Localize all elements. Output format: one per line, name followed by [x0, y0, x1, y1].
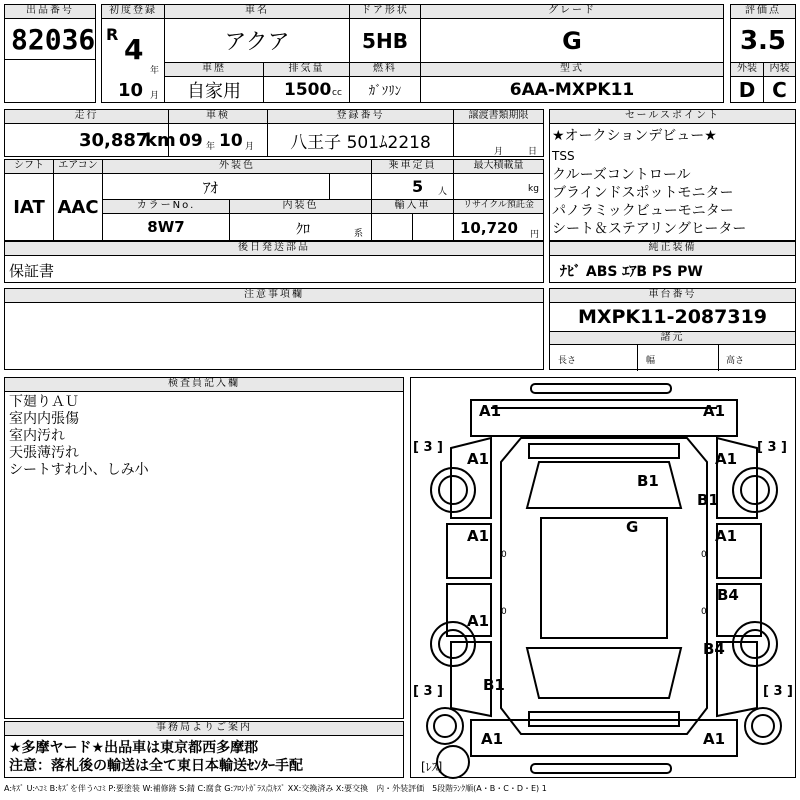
inspection-label: 車検 — [168, 109, 268, 124]
ext-color-label: 外装色 — [102, 159, 372, 174]
score-label: 評価点 — [730, 4, 796, 19]
displacement-box — [263, 76, 350, 103]
shift-label: シフト — [4, 159, 54, 174]
car-name-label: 車名 — [164, 4, 350, 19]
zero-3: 0 — [701, 607, 707, 617]
recycle-value: 10,720 — [460, 219, 518, 237]
displacement-value: 1500 — [284, 80, 332, 100]
inspector-line-4: シートすれ小、しみ小 — [9, 462, 149, 478]
fuel-value: ｶﾞｿﾘﾝ — [349, 76, 421, 103]
lot-label: 出品番号 — [4, 4, 96, 19]
mark-roof: G — [626, 518, 639, 536]
registration-label: 登録番号 — [267, 109, 454, 124]
transfer-month-unit: 月 — [494, 147, 504, 157]
mileage-value: 30,887 — [79, 130, 149, 151]
grade-value: G — [420, 18, 724, 63]
mark-door-rr: B4 — [717, 586, 739, 604]
chassis-label: 車台番号 — [549, 288, 796, 303]
inspection-box — [168, 123, 268, 157]
color-no-label: カラーNo. — [102, 199, 230, 214]
interior-grade-label: 内装 — [763, 62, 796, 77]
inspector-label: 検査員記入欄 — [4, 377, 404, 392]
mark-quarter-r: B4 — [703, 640, 725, 658]
zero-2: 0 — [501, 607, 507, 617]
chassis-value: MXPK11-2087319 — [549, 302, 796, 332]
mark-quarter-l: B1 — [483, 676, 505, 694]
sales-points-box — [549, 123, 796, 241]
first-reg-label: 初度登録 — [101, 4, 165, 19]
fuel-label: 燃料 — [349, 62, 421, 77]
registration-value: 八王子 501ﾑ2218 — [267, 123, 454, 157]
door-label: ドア形状 — [349, 4, 421, 19]
import-box — [371, 213, 454, 241]
sales-point-2: クルーズコントロール — [552, 167, 691, 183]
inspector-line-0: 下廻りＡＵ — [9, 394, 79, 410]
tire-rr: [ 3 ] — [763, 684, 793, 699]
zero-0: 0 — [501, 550, 507, 560]
lot-box — [4, 18, 96, 60]
genuine-value: ﾅﾋﾞ ABS ｴｱB PS PW — [560, 264, 703, 280]
dims-width: 幅 — [646, 356, 656, 366]
dims-height: 高さ — [726, 356, 745, 366]
model-value: 6AA-MXPK11 — [420, 76, 724, 103]
capacity-box — [371, 173, 454, 200]
later-parts-value: 保証書 — [9, 262, 55, 280]
grade-label: グレード — [420, 4, 724, 19]
capacity-value: 5 — [412, 177, 424, 196]
legend-text: A:ｷｽﾞ U:ﾍｺﾐ B:ｷｽﾞを伴うﾍｺﾐ P:要塗装 W:補修跡 S:錆 C:腐食 G:ﾌﾛﾝﾄｶﾞﾗｽ点ｷｽﾞ XX:交換済み X:要交換 内・外装評価 5段階ﾗﾝｸ順(A・B・C・D・E) 1 — [4, 784, 547, 793]
lot-number: 82036 — [11, 23, 96, 56]
inspector-line-1: 室内内張傷 — [9, 411, 79, 427]
mark-fender-fl: A1 — [467, 450, 490, 468]
office-line-1: 注意：落札後の輸送は全て東日本輸送ｾﾝﾀｰ手配 — [9, 758, 303, 774]
mark-rear-bumper-r: A1 — [703, 730, 726, 748]
tire-rl: [ 3 ] — [413, 684, 443, 699]
inspector-line-3: 天張薄汚れ — [9, 445, 79, 461]
recycle-label: リサイクル預託金 — [453, 199, 544, 214]
car-diagram — [410, 377, 796, 778]
first-reg-era: R — [106, 25, 119, 44]
max-load-box — [453, 173, 544, 200]
office-box — [4, 735, 404, 778]
dims-label: 諸元 — [549, 331, 796, 345]
mark-front-bumper-l: A1 — [479, 402, 502, 420]
mark-hood: B1 — [637, 472, 659, 490]
first-reg-year-unit: 年 — [150, 66, 160, 76]
capacity-label: 乗車定員 — [371, 159, 454, 174]
exterior-grade-value: D — [730, 76, 764, 103]
score-value: 3.5 — [730, 18, 796, 63]
lot-blank — [4, 59, 96, 103]
transfer-box — [453, 123, 544, 157]
color-no-value: 8W7 — [102, 213, 230, 241]
mark-rear-bumper-l: A1 — [481, 730, 504, 748]
transfer-label: 譲渡書類期限 — [453, 109, 544, 124]
aircon-label: エアコン — [53, 159, 103, 174]
inspector-line-2: 室内汚れ — [9, 428, 65, 444]
model-label: 型式 — [420, 62, 724, 77]
recycle-unit: 円 — [530, 230, 540, 240]
transfer-day-unit: 日 — [528, 147, 538, 157]
max-load-unit: kg — [528, 184, 539, 194]
sales-point-1: TSS — [552, 149, 575, 163]
sales-point-4: パノラミックビューモニター — [552, 203, 734, 219]
car-outline-icon — [411, 378, 797, 779]
mileage-label: 走行 — [4, 109, 169, 124]
inspector-box — [4, 391, 404, 719]
mark-door-rl: A1 — [467, 612, 490, 630]
mileage-box — [4, 123, 176, 157]
int-color-label: 内装色 — [229, 199, 372, 214]
sales-point-3: ブラインドスポットモニター — [552, 185, 734, 201]
inspection-month: 10 — [219, 131, 243, 151]
first-reg-year: 4 — [124, 33, 144, 66]
import-label: 輸入車 — [371, 199, 454, 214]
int-color-unit: 系 — [354, 229, 364, 239]
door-value: 5HB — [349, 18, 421, 63]
spare-tire: [ﾚｽ] — [421, 760, 443, 774]
car-name-value: アクア — [164, 18, 350, 63]
mark-fender-fr: A1 — [715, 450, 738, 468]
mark-front-bumper-r: A1 — [703, 402, 726, 420]
notes-box — [4, 302, 544, 370]
office-label: 事務局よりご案内 — [4, 721, 404, 736]
sales-point-5: シート＆ステアリングヒーター — [552, 221, 747, 237]
ext-color-box — [102, 173, 372, 200]
genuine-box — [549, 255, 796, 283]
later-parts-box — [4, 255, 544, 283]
zero-1: 0 — [701, 550, 707, 560]
int-color-box — [229, 213, 372, 241]
dims-box — [549, 344, 796, 370]
genuine-label: 純正装備 — [549, 241, 796, 256]
shift-value: IAT — [4, 173, 54, 241]
first-reg-box — [101, 18, 165, 103]
history-value: 自家用 — [164, 76, 264, 103]
recycle-box — [453, 213, 544, 241]
interior-grade-value: C — [763, 76, 796, 103]
sales-point-0: ★オークションデビュー★ — [552, 128, 717, 144]
notes-label: 注意事項欄 — [4, 288, 544, 303]
mark-door-fr: A1 — [715, 527, 738, 545]
inspection-year: 09 — [179, 131, 203, 151]
mileage-unit: km — [145, 130, 176, 151]
sales-points-label: セールスポイント — [549, 109, 796, 124]
displacement-unit: cc — [332, 88, 342, 98]
exterior-grade-label: 外装 — [730, 62, 764, 77]
office-line-0: ★多摩ヤード★出品車は東京都西多摩郡 — [9, 740, 259, 756]
displacement-label: 排気量 — [263, 62, 350, 77]
capacity-unit: 人 — [438, 187, 448, 197]
ext-color-value: ｱｵ — [203, 179, 219, 197]
mark-door-fl: A1 — [467, 527, 490, 545]
int-color-value: ｸﾛ — [296, 222, 310, 238]
mark-fender-r-side: B1 — [697, 491, 719, 509]
later-parts-label: 後日発送部品 — [4, 241, 544, 256]
tire-fr: [ 3 ] — [757, 440, 787, 455]
inspection-month-unit: 月 — [245, 142, 255, 152]
inspection-year-unit: 年 — [206, 142, 216, 152]
aircon-value: AAC — [53, 173, 103, 241]
tire-fl: [ 3 ] — [413, 440, 443, 455]
first-reg-month: 10 — [118, 80, 144, 101]
first-reg-month-unit: 月 — [150, 91, 160, 101]
history-label: 車歴 — [164, 62, 264, 77]
dims-length: 長さ — [558, 356, 577, 366]
max-load-label: 最大積載量 — [453, 159, 544, 174]
